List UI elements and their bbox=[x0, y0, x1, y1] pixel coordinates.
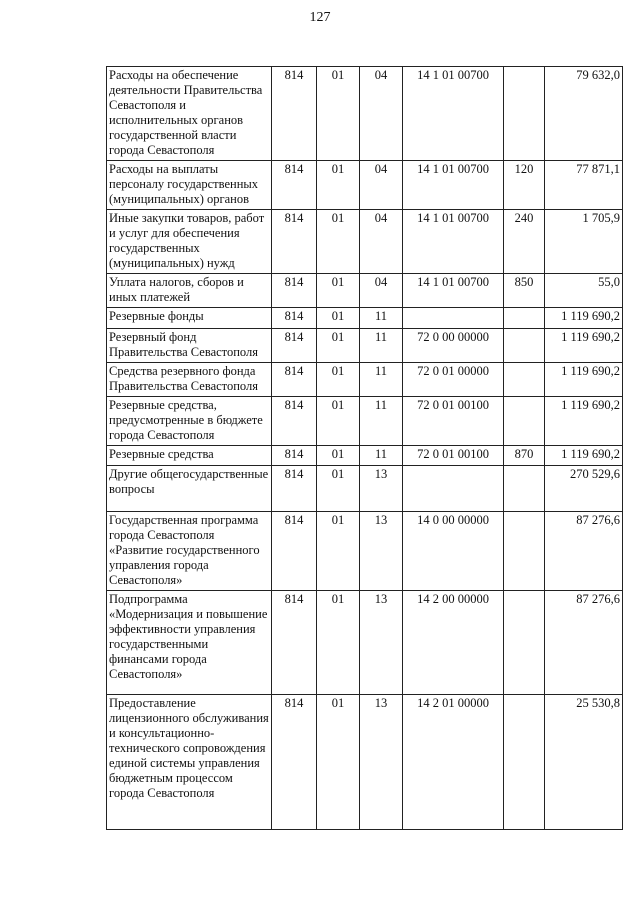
expense-type-code-cell bbox=[504, 466, 545, 512]
budget-table-body bbox=[107, 67, 623, 830]
ministry-code-cell: 814 bbox=[272, 210, 317, 274]
target-article-code-cell: 14 0 00 00000 bbox=[403, 512, 504, 591]
expense-type-code-cell: 850 bbox=[504, 274, 545, 308]
ministry-code-cell: 814 bbox=[272, 274, 317, 308]
expense-type-code-cell bbox=[504, 363, 545, 397]
row-name-cell: Иные закупки товаров, работ и услуг для обеспечения государственных (муниципальных) нужд bbox=[107, 210, 272, 274]
target-article-code-cell: 14 1 01 00700 bbox=[403, 274, 504, 308]
row-name-cell: Расходы на обеспечение деятельности Правительства Севастополя и исполнительных органов государственной власти города Севастополя bbox=[107, 67, 272, 161]
subsection-code-cell: 04 bbox=[360, 274, 403, 308]
section-code-cell: 01 bbox=[317, 397, 360, 446]
row-name-cell: Предоставление лицензионного обслуживания и консультационно-технического сопровождения единой системы управления бюджетным процессом города Севастополя bbox=[107, 695, 272, 830]
subsection-code-cell: 04 bbox=[360, 161, 403, 210]
section-code-cell: 01 bbox=[317, 512, 360, 591]
expense-type-code-cell bbox=[504, 695, 545, 830]
target-article-code-cell: 72 0 01 00100 bbox=[403, 397, 504, 446]
section-code-cell: 01 bbox=[317, 446, 360, 466]
row-name-cell: Резервные фонды bbox=[107, 308, 272, 329]
section-code-cell: 01 bbox=[317, 210, 360, 274]
ministry-code-cell: 814 bbox=[272, 363, 317, 397]
ministry-code-cell: 814 bbox=[272, 512, 317, 591]
subsection-code-cell: 11 bbox=[360, 308, 403, 329]
table-row bbox=[107, 446, 623, 466]
row-name-cell: Государственная программа города Севастополя «Развитие государственного управления города Севастополя» bbox=[107, 512, 272, 591]
amount-cell: 270 529,6 bbox=[545, 466, 623, 512]
amount-cell: 77 871,1 bbox=[545, 161, 623, 210]
row-name-cell: Средства резервного фонда Правительства Севастополя bbox=[107, 363, 272, 397]
section-code-cell: 01 bbox=[317, 695, 360, 830]
row-name-cell: Другие общегосударственные вопросы bbox=[107, 466, 272, 512]
table-row bbox=[107, 210, 623, 274]
table-row bbox=[107, 161, 623, 210]
row-name-cell: Резервные средства bbox=[107, 446, 272, 466]
amount-cell: 25 530,8 bbox=[545, 695, 623, 830]
table-row bbox=[107, 397, 623, 446]
expense-type-code-cell: 870 bbox=[504, 446, 545, 466]
subsection-code-cell: 13 bbox=[360, 466, 403, 512]
subsection-code-cell: 11 bbox=[360, 363, 403, 397]
subsection-code-cell: 11 bbox=[360, 446, 403, 466]
target-article-code-cell: 14 1 01 00700 bbox=[403, 210, 504, 274]
amount-cell: 87 276,6 bbox=[545, 591, 623, 695]
row-name-cell: Резервный фонд Правительства Севастополя bbox=[107, 329, 272, 363]
target-article-code-cell bbox=[403, 466, 504, 512]
target-article-code-cell: 14 2 00 00000 bbox=[403, 591, 504, 695]
amount-cell: 79 632,0 bbox=[545, 67, 623, 161]
subsection-code-cell: 13 bbox=[360, 512, 403, 591]
amount-cell: 1 119 690,2 bbox=[545, 363, 623, 397]
subsection-code-cell: 13 bbox=[360, 695, 403, 830]
expense-type-code-cell: 240 bbox=[504, 210, 545, 274]
expense-type-code-cell bbox=[504, 397, 545, 446]
row-name-cell: Расходы на выплаты персоналу государственных (муниципальных) органов bbox=[107, 161, 272, 210]
section-code-cell: 01 bbox=[317, 329, 360, 363]
target-article-code-cell bbox=[403, 308, 504, 329]
amount-cell: 1 119 690,2 bbox=[545, 308, 623, 329]
table-row bbox=[107, 591, 623, 695]
ministry-code-cell: 814 bbox=[272, 161, 317, 210]
table-row bbox=[107, 695, 623, 830]
ministry-code-cell: 814 bbox=[272, 446, 317, 466]
subsection-code-cell: 04 bbox=[360, 67, 403, 161]
ministry-code-cell: 814 bbox=[272, 695, 317, 830]
target-article-code-cell: 14 1 01 00700 bbox=[403, 67, 504, 161]
amount-cell: 1 119 690,2 bbox=[545, 446, 623, 466]
budget-table bbox=[106, 66, 623, 830]
target-article-code-cell: 72 0 01 00000 bbox=[403, 363, 504, 397]
subsection-code-cell: 04 bbox=[360, 210, 403, 274]
ministry-code-cell: 814 bbox=[272, 67, 317, 161]
expense-type-code-cell bbox=[504, 329, 545, 363]
expense-type-code-cell bbox=[504, 308, 545, 329]
amount-cell: 87 276,6 bbox=[545, 512, 623, 591]
target-article-code-cell: 14 2 01 00000 bbox=[403, 695, 504, 830]
table-row bbox=[107, 329, 623, 363]
table-row bbox=[107, 274, 623, 308]
section-code-cell: 01 bbox=[317, 308, 360, 329]
section-code-cell: 01 bbox=[317, 274, 360, 308]
ministry-code-cell: 814 bbox=[272, 308, 317, 329]
row-name-cell: Уплата налогов, сборов и иных платежей bbox=[107, 274, 272, 308]
table-row bbox=[107, 308, 623, 329]
ministry-code-cell: 814 bbox=[272, 591, 317, 695]
ministry-code-cell: 814 bbox=[272, 397, 317, 446]
section-code-cell: 01 bbox=[317, 591, 360, 695]
section-code-cell: 01 bbox=[317, 161, 360, 210]
section-code-cell: 01 bbox=[317, 363, 360, 397]
page-number: 127 bbox=[309, 10, 331, 25]
section-code-cell: 01 bbox=[317, 67, 360, 161]
subsection-code-cell: 11 bbox=[360, 397, 403, 446]
expense-type-code-cell bbox=[504, 67, 545, 161]
ministry-code-cell: 814 bbox=[272, 466, 317, 512]
table-row bbox=[107, 512, 623, 591]
table-row bbox=[107, 466, 623, 512]
target-article-code-cell: 72 0 01 00100 bbox=[403, 446, 504, 466]
row-name-cell: Резервные средства, предусмотренные в бюджете города Севастополя bbox=[107, 397, 272, 446]
amount-cell: 1 119 690,2 bbox=[545, 397, 623, 446]
section-code-cell: 01 bbox=[317, 466, 360, 512]
target-article-code-cell: 72 0 00 00000 bbox=[403, 329, 504, 363]
target-article-code-cell: 14 1 01 00700 bbox=[403, 161, 504, 210]
ministry-code-cell: 814 bbox=[272, 329, 317, 363]
expense-type-code-cell bbox=[504, 591, 545, 695]
expense-type-code-cell: 120 bbox=[504, 161, 545, 210]
subsection-code-cell: 13 bbox=[360, 591, 403, 695]
subsection-code-cell: 11 bbox=[360, 329, 403, 363]
amount-cell: 55,0 bbox=[545, 274, 623, 308]
table-row bbox=[107, 67, 623, 161]
row-name-cell: Подпрограмма «Модернизация и повышение эффективности управления государственными финансами города Севастополя» bbox=[107, 591, 272, 695]
amount-cell: 1 119 690,2 bbox=[545, 329, 623, 363]
amount-cell: 1 705,9 bbox=[545, 210, 623, 274]
expense-type-code-cell bbox=[504, 512, 545, 591]
table-row bbox=[107, 363, 623, 397]
